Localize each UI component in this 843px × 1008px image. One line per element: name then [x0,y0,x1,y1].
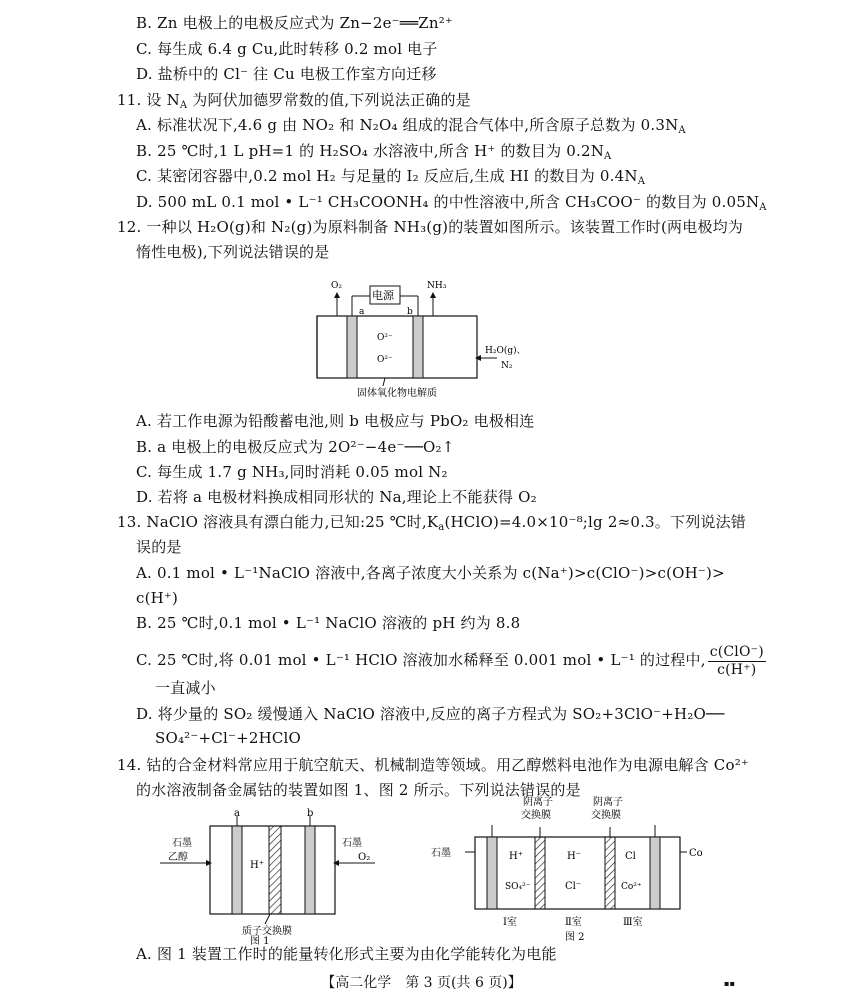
ion-label: O²⁻ [377,355,393,365]
option-line: B. 25 ℃时,0.1 mol • L⁻¹ NaClO 溶液的 pH 约为 8.8 [136,614,521,632]
option-line: D. 将少量的 SO₂ 缓慢通入 NaClO 溶液中,反应的离子方程式为 SO₂+3ClO⁻+H₂O── [136,705,725,723]
nh3-label: NH₃ [427,281,447,291]
question-11: 11. 设 $N_A$ 为阿伏加德罗常数的值,下列说法正确的是 [117,91,471,111]
option-line: B. Zn 电极上的电极反应式为 Zn−2e⁻══Zn²⁺ [136,14,454,32]
electrolysis-figure-2 [425,797,715,949]
option-line: B. a 电极上的电极反应式为 2O²⁻−4e⁻──O₂↑ [136,438,455,456]
option-line: c(H⁺) [136,589,179,607]
room-label: Ⅰ室 [503,917,517,928]
ion-label: Cl [625,851,636,862]
ion-label: SO₄²⁻ [505,882,531,892]
option-line: B. 25 ℃时,1 L pH=1 的 H₂SO₄ 水溶液中,所含 H⁺ 的数目为 $0.2N_A$ [136,142,612,162]
graphite-label: 石墨 [172,838,192,849]
room-label: Ⅲ室 [623,917,643,928]
ion-label: H⁻ [567,851,581,862]
electrode-a-label: a [359,307,365,317]
option-line: C. 每生成 1.7 g NH₃,同时消耗 0.05 mol N₂ [136,463,448,481]
membrane-label: 质子交换膜 [242,926,292,937]
option-line: A. 图 1 装置工作时的能量转化形式主要为由化学能转化为电能 [136,945,557,963]
graphite-label: 石墨 [342,838,362,849]
graphite-label: 石墨 [431,848,451,859]
figure-caption: 固体氧化物电解质 [357,388,437,399]
membrane-label: 阴离子 [593,797,623,808]
question-13: 13. NaClO 溶液具有漂白能力,已知:25 ℃时$,K_a(HClO)=4.0\times 10^{-8};\lg$ 2≈0.3。下列说法错 [117,513,746,533]
membrane-label: 阴离子 [523,797,553,808]
option-line: A. 若工作电源为铅酸蓄电池,则 b 电极应与 PbO₂ 电极相连 [136,412,535,430]
feed-label: H₂O(g)、 [485,346,526,356]
option-line: C. 某密闭容器中,0.2 mol H₂ 与足量的 I₂ 反应后,生成 HI 的数目为 $0.4N_A$ [136,167,646,187]
membrane-label: 交换膜 [521,810,551,821]
option-line: D. 若将 a 电极材料换成相同形状的 Na,理论上不能获得 O₂ [136,488,537,506]
option-line: C. 25 ℃时,将 0.01 mol • L⁻¹ HClO 溶液加水稀释至 0.001 mol • L⁻¹ 的过程中, $\frac{\text{c(ClO⁻)}}{c(H^+)}$ [136,643,764,678]
question-13-cont: 误的是 [136,538,182,556]
ion-label: O²⁻ [377,333,393,343]
figure-caption: 图 1 [250,936,270,947]
question-14-cont: 的水溶液制备金属钴的装置如图 1、图 2 所示。下列说法错误的是 [136,781,581,799]
figure-caption: 图 2 [565,932,585,943]
option-line: C. 每生成 6.4 g Cu,此时转移 0.2 mol 电子 [136,40,438,58]
option-line: 一直减小 [155,679,216,697]
ethanol-label: 乙醇 [168,852,188,863]
room-label: Ⅱ室 [565,917,582,928]
membrane-label: 交换膜 [591,810,621,821]
question-14: 14. 钴的合金材料常应用于航空航天、机械制造等领域。用乙醇燃料电池作为电源电解含 Co²⁺ [117,756,750,774]
ion-label: H⁺ [250,860,264,871]
page-footer: 【高二化学 第 3 页(共 6 页)】 [321,975,522,991]
option-line: D. 盐桥中的 Cl⁻ 往 Cu 电极工作室方向迁移 [136,65,437,83]
electrode-a-label: a [234,808,240,819]
corner-mark: ▪▪ [724,979,736,988]
power-label: 电源 [372,289,394,302]
ion-label: Cl⁻ [565,881,582,892]
electrode-b-label: b [307,808,314,819]
cobalt-label: Co [689,848,703,859]
ion-label: H⁺ [509,851,523,862]
option-line: D. 500 mL 0.1 mol • L⁻¹ CH₃COONH₄ 的中性溶液中,所含 CH₃COO⁻ 的数目为 $0.05N_A$ [136,193,767,213]
feed-label: N₂ [501,361,513,371]
o2-label: O₂ [358,852,371,863]
o2-label: O₂ [331,281,342,291]
electrode-b-label: b [407,307,413,317]
option-line: A. 标准状况下,4.6 g 由 NO₂ 和 N₂O₄ 组成的混合气体中,所含原子总数为 $0.3N_A$ [136,116,686,136]
option-line: A. 0.1 mol • L⁻¹NaClO 溶液中,各离子浓度大小关系为 c(Na⁺)>c(ClO⁻)>c(OH⁻)> [136,564,725,582]
question-12-cont: 惰性电极),下列说法错误的是 [136,243,330,261]
question-12: 12. 一种以 H₂O(g)和 N₂(g)为原料制备 NH₃(g)的装置如图所示。该装置工作时(两电极均为 [117,218,744,236]
option-line: SO₄²⁻+Cl⁻+2HClO [155,729,302,747]
fuel-cell-figure-1 [150,808,390,947]
ion-label: Co²⁺ [621,882,642,892]
fraction: $\frac{\text{c(ClO⁻)}}{c(H^+)}$ [709,643,764,678]
electrolysis-figure [315,268,526,399]
